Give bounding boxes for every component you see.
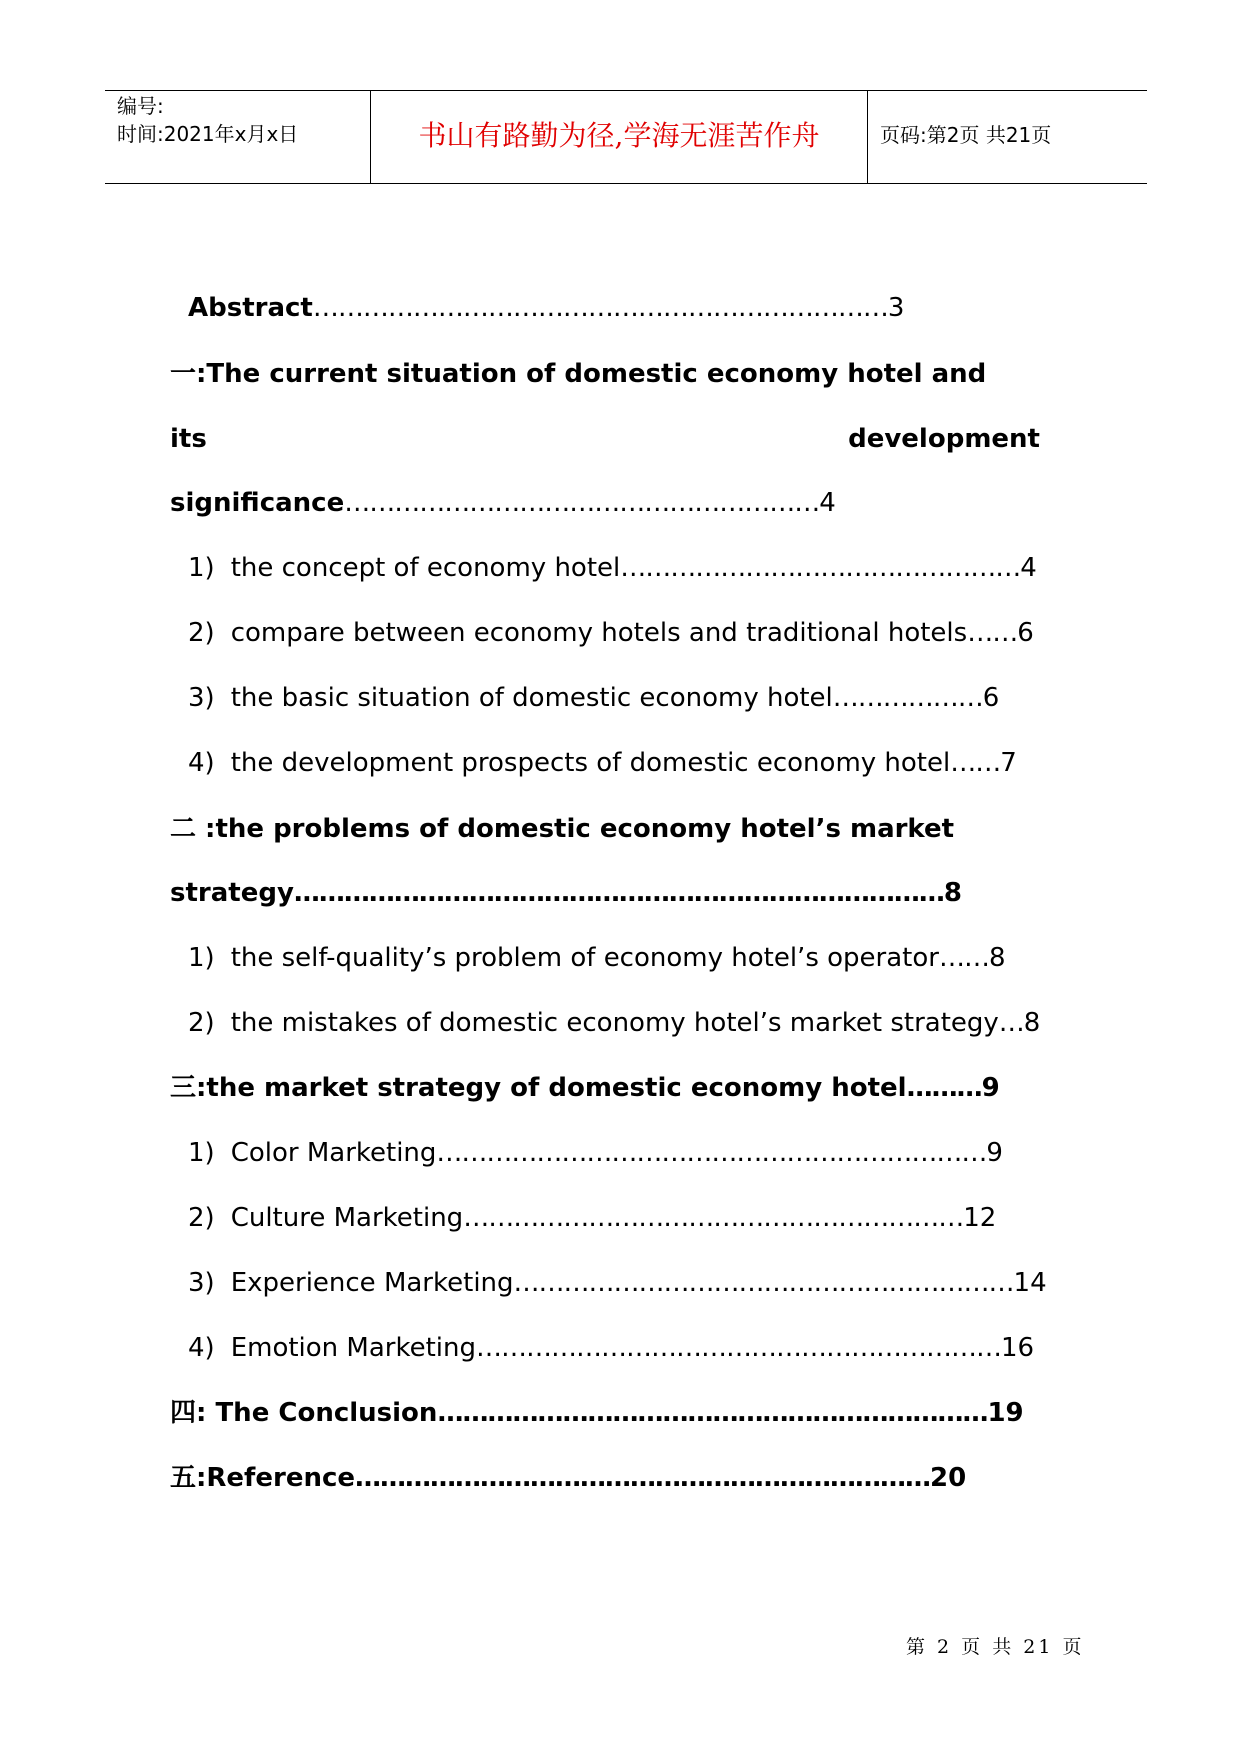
toc-entry-3-3 (188, 1263, 1058, 1303)
header-page-cell (868, 91, 1147, 183)
toc-leader: …………………………………………………… (513, 1268, 1014, 1298)
toc-entry-chapter-1-line1 (170, 354, 1040, 394)
toc-leader: ……………………………………………………… (476, 1333, 1001, 1363)
toc-page-number: 8 (943, 878, 962, 908)
toc-page-number: 16 (1001, 1333, 1035, 1363)
toc-entry-2-1 (188, 938, 1058, 978)
toc-leader: ………………………………………………… (344, 488, 820, 518)
toc-page-number: 9 (986, 1138, 1003, 1168)
toc-page-number: 4 (819, 488, 836, 518)
toc-entry-1-2 (188, 613, 1058, 653)
toc-entry-text-right: development (848, 424, 1040, 454)
toc-item-number: 2) (188, 1008, 215, 1038)
toc-item-number: 2) (188, 1203, 215, 1233)
toc-item-number: 2) (188, 618, 215, 648)
toc-page-number: 6 (1017, 618, 1034, 648)
toc-entry-chapter-4 (170, 1393, 1040, 1433)
toc-entry-3-4 (188, 1328, 1058, 1368)
toc-leader: ………………………………………………………… (437, 1398, 988, 1428)
toc-page-number: 8 (1023, 1008, 1041, 1038)
toc-entry-text: Emotion Marketing (230, 1333, 476, 1363)
toc-item-number: 1) (188, 553, 215, 583)
toc-leader: ………………………………………………………… (436, 1138, 987, 1168)
toc-leader: …… (950, 748, 1001, 778)
toc-leader: …………………………………………………………… (355, 1463, 931, 1493)
page-footer (0, 1633, 1241, 1661)
toc-page-number: 3 (887, 293, 905, 323)
toc-leader: ………………………………………… (620, 553, 1021, 583)
toc-entry-text: the mistakes of domestic economy hotel’s market strategy (230, 1008, 999, 1038)
toc-page-number: 20 (930, 1463, 967, 1493)
toc-leader: …… (967, 618, 1018, 648)
toc-item-number: 1) (188, 943, 215, 973)
toc-entry-text: Color Marketing (230, 1138, 437, 1168)
toc-entry-chapter-1-line3 (170, 483, 1040, 523)
toc-page-number: 19 (987, 1398, 1024, 1428)
header-page-info: 页码:第2页 共21页 (880, 123, 1052, 147)
toc-entry-text: Experience Marketing (230, 1268, 514, 1298)
time-label: 时间:2021年x月x日 (117, 122, 299, 146)
toc-entry-text: significance (170, 488, 345, 518)
toc-entry-chapter-3 (170, 1068, 1040, 1108)
toc-entry-chapter-5 (170, 1458, 1040, 1498)
toc-leader: …………………………………………………………… (312, 293, 888, 323)
toc-item-number: 4) (188, 1333, 215, 1363)
toc-entry-text: Culture Marketing (230, 1203, 464, 1233)
toc-entry-text: the basic situation of domestic economy hotel (230, 683, 833, 713)
toc-entry-text: 一:The current situation of domestic economy hotel and (170, 359, 987, 389)
toc-entry-text: 三:the market strategy of domestic economy hotel (170, 1073, 907, 1103)
toc-entry-text: strategy (170, 878, 294, 908)
toc-entry-chapter-2-line1 (170, 809, 1040, 849)
toc-entry-abstract (188, 288, 1058, 328)
toc-entry-1-3 (188, 678, 1058, 718)
toc-entry-text: 五:Reference (170, 1463, 356, 1493)
toc-entry-text: compare between economy hotels and traditional hotels (230, 618, 968, 648)
toc-leader: …… (938, 943, 989, 973)
toc-leader: ……… (906, 1073, 982, 1103)
toc-page-number: 14 (1013, 1268, 1047, 1298)
toc-entry-1-1 (188, 548, 1058, 588)
serial-label: 编号: (117, 94, 164, 118)
toc-page-number: 7 (1000, 748, 1017, 778)
toc-entry-1-4 (188, 743, 1058, 783)
toc-item-number: 1) (188, 1138, 215, 1168)
footer-page-number: 第 2 页 共 21 页 (906, 1636, 1085, 1658)
toc-leader: …………………………………………………………………… (293, 878, 944, 908)
toc-entry-chapter-2-line2 (170, 873, 1040, 913)
toc-entry-3-1 (188, 1133, 1058, 1173)
toc-page-number: 12 (963, 1203, 997, 1233)
toc-page-number: 8 (988, 943, 1006, 973)
toc-page-number: 4 (1020, 553, 1037, 583)
toc-entry-chapter-1-line2 (170, 419, 1040, 459)
toc-entry-text: 四: The Conclusion (170, 1398, 438, 1428)
motto-text: 书山有路勤为径,学海无涯苦作舟 (418, 119, 820, 152)
toc-entry-text-left: its (170, 424, 207, 454)
header-info-cell (105, 91, 371, 183)
toc-entry-text: Abstract (188, 293, 313, 323)
toc-entry-text: 二 :the problems of domestic economy hotel’s market (170, 814, 955, 844)
toc-entry-text: the development prospects of domestic economy hotel (230, 748, 951, 778)
header-motto-cell (371, 91, 868, 183)
toc-entry-text: the self-quality’s problem of economy hotel’s operator (230, 943, 939, 973)
toc-entry-text: the concept of economy hotel (230, 553, 621, 583)
toc-item-number: 3) (188, 683, 215, 713)
toc-leader: … (998, 1008, 1024, 1038)
toc-page-number: 9 (981, 1073, 1000, 1103)
toc-entry-3-2 (188, 1198, 1058, 1238)
toc-leader: ……………… (832, 683, 983, 713)
toc-item-number: 4) (188, 748, 215, 778)
toc-item-number: 3) (188, 1268, 215, 1298)
page-header (105, 90, 1147, 184)
toc-leader: …………………………………………………… (463, 1203, 964, 1233)
toc-page-number: 6 (982, 683, 1000, 713)
toc-entry-2-2 (188, 1003, 1058, 1043)
